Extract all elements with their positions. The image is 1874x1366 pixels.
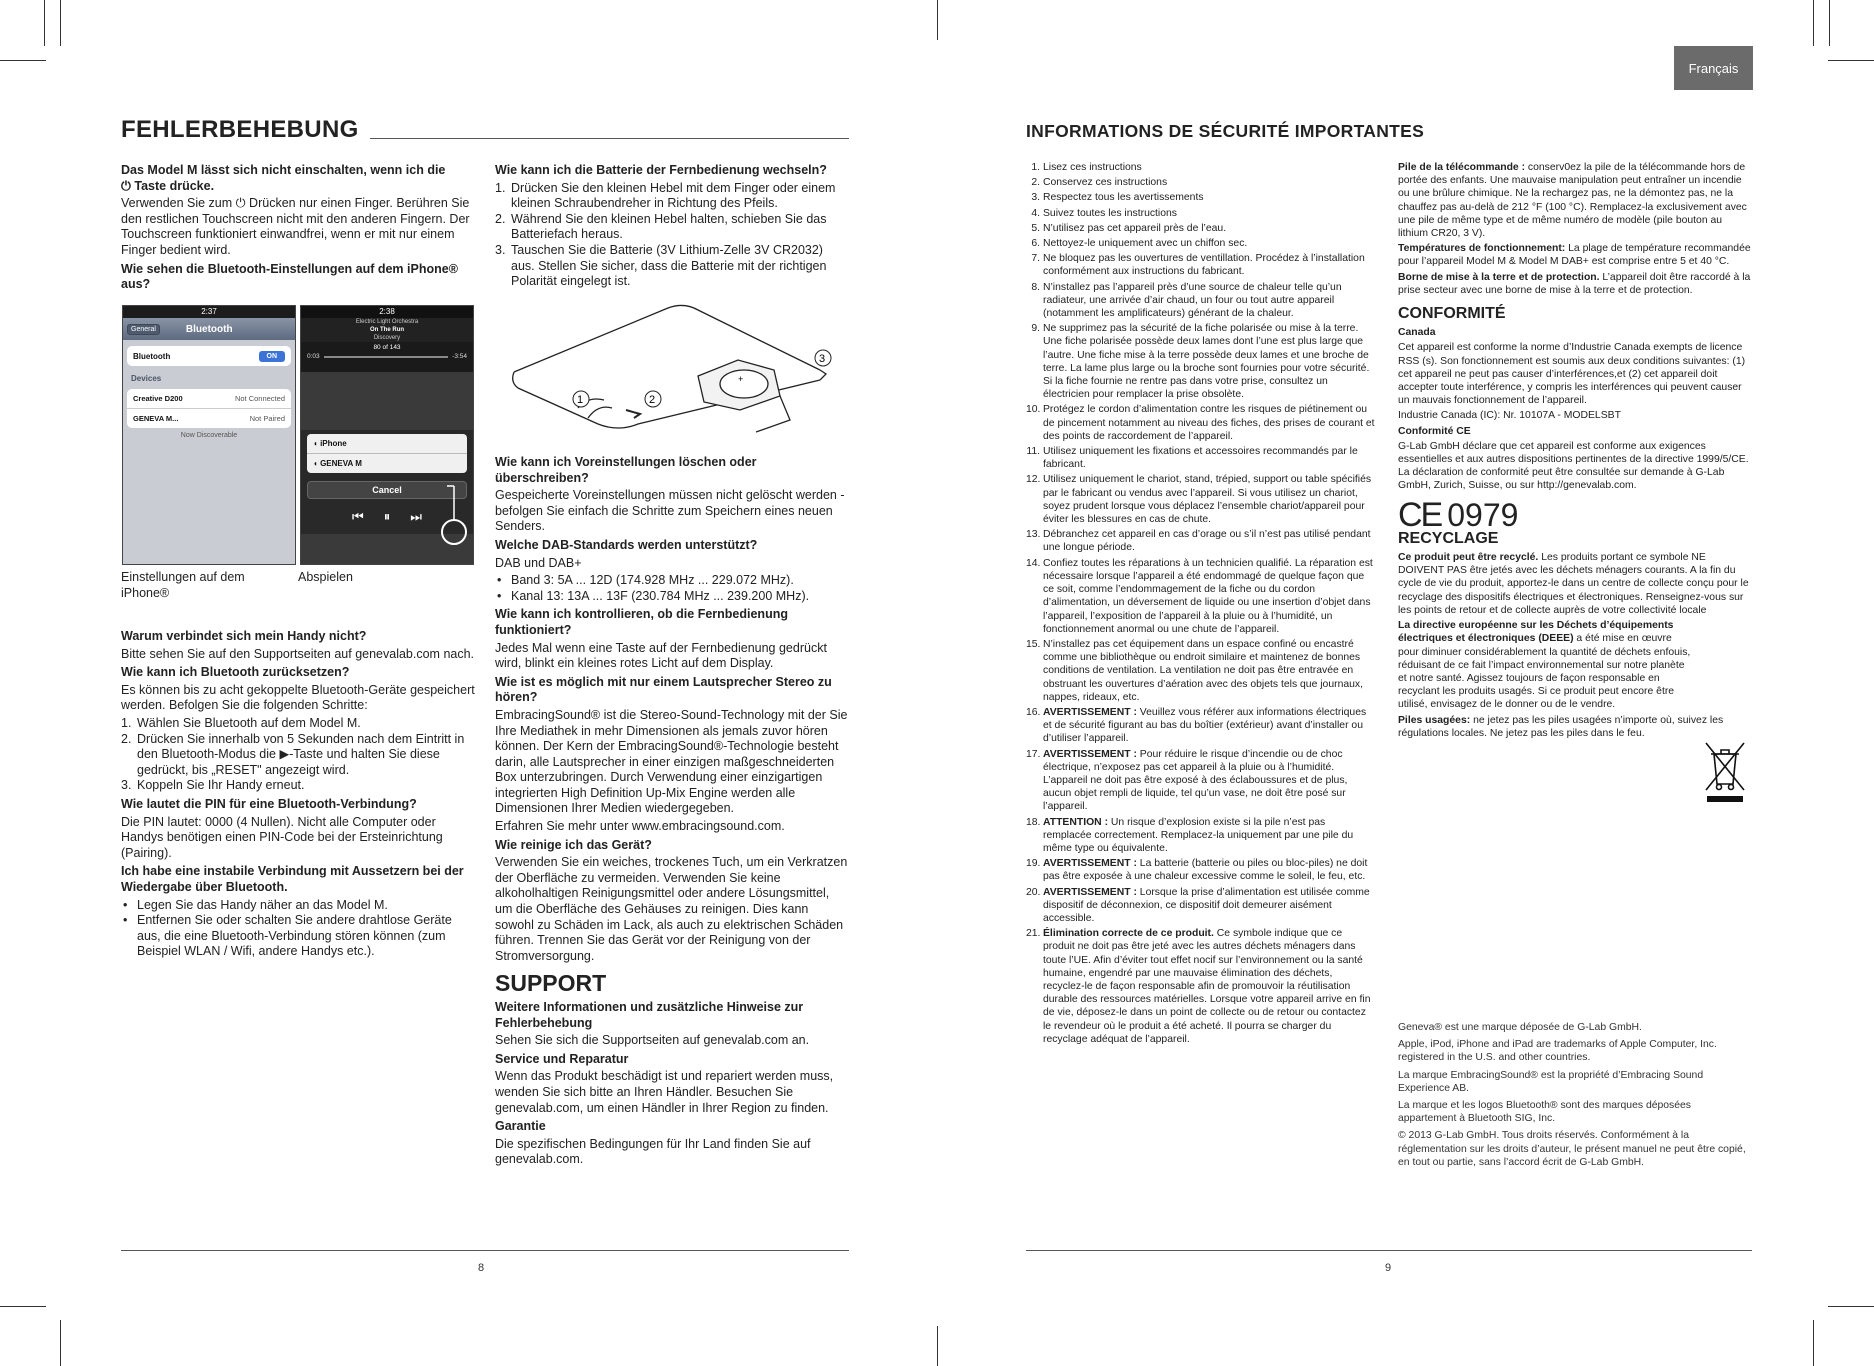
page-9 xyxy=(937,0,1874,1366)
ce-text: G-Lab GmbH déclare que cet appareil est conforme aux exigences essentielles et aux autres dispositions pertinentes de la directive 1999/5/CE. La déclaration de conformité peut être consultée sur demande à G-Lab GmbH, Zurich, Suisse, ou sur http://genevalab.com. xyxy=(1398,440,1749,492)
speaker-icon: ◖ xyxy=(313,439,318,448)
column-left xyxy=(121,160,475,295)
speaker-icon: ◖ xyxy=(313,459,318,468)
canada-text: Cet appareil est conforme la norme d’Industrie Canada exempts de licence RSS (s). Son fonctionnement est soumis aux deux conditions suivantes: (1) cet appareil ne peut pas causer d’interférences,et (2) cet appareil doit accepter toute interférence, y compris les interférences qui peuvent causer un mauvais fonctionnement de l’appareil. xyxy=(1398,342,1746,407)
status-bar: 2:37 xyxy=(123,306,295,318)
safety-list xyxy=(1026,161,1376,1046)
device-list xyxy=(127,389,291,428)
weee-bin-icon xyxy=(1703,740,1747,804)
device-name: GENEVA M... xyxy=(133,414,179,423)
safety-item: 20. AVERTISSEMENT : Lorsque la prise d’alimentation est utilisée comme dispositif de déconnexion, ce dispositif doit demeurer aisément accessible. xyxy=(1026,886,1370,924)
safety-item: 15. N’installez pas cet équipement dans un espace confiné ou encastré comme une bibliothèque ou endroit similaire et maintenez de bonnes conditions de ventilation. La ventilation ne doit pas être entravée en obstruant les ouvertures d’aération avec des objets tels que journaux, nappes, rideaux, etc. xyxy=(1026,638,1363,703)
caption-settings: Einstellungen auf dem iPhone® xyxy=(121,570,245,600)
question-power: Das Model M lässt sich nicht einschalten, wenn ich die ⏻ Taste drücke. xyxy=(121,163,446,193)
legal-line: © 2013 G-Lab GmbH. Tous droits réservés. Conformément à la réglementation sur les droits d’auteur, le présent manuel ne peut être copié, en tout ou partie, sans l’accord écrit de G-Lab GmbH. xyxy=(1398,1130,1746,1168)
support-info-text: Sehen Sie sich die Supportseiten auf genevalab.com an. xyxy=(495,1033,810,1048)
page-number: 9 xyxy=(1385,1262,1392,1274)
discoverable-text: Now Discoverable xyxy=(180,432,238,439)
pause-icon: ⏸ xyxy=(383,509,391,524)
remote-battery-diagram xyxy=(508,300,838,440)
iphone-playback-screenshot xyxy=(300,305,474,565)
legal-line: Apple, iPod, iPhone and iPad are trademarks of Apple Computer, Inc. registered in the U.S. and other countries. xyxy=(1398,1039,1717,1064)
artist-label: Electric Light Orchestra xyxy=(355,319,419,325)
nav-bar xyxy=(123,318,295,340)
safety-item: 19. AVERTISSEMENT : La batterie (batterie ou piles ou bloc-piles) ne doit pas être exposée à une chaleur excessive comme le soleil, le feu, etc. xyxy=(1026,858,1368,883)
power-icon: ⏻ xyxy=(121,178,131,193)
question-reset: Wie kann ich Bluetooth zurücksetzen? xyxy=(121,665,350,680)
device-row xyxy=(127,409,291,428)
earth-paragraph: Borne de mise à la terre et de protection. L’appareil doit être raccordé à la prise secteur avec une borne de mise à la terre et de protection. xyxy=(1398,271,1751,296)
ce-mark-row xyxy=(1398,495,1751,534)
support-info-heading: Weitere Informationen und zusätzliche Hinweise zur Fehlerbehebung xyxy=(495,1000,804,1030)
safety-item: 21. Élimination correcte de ce produit. Ce symbole indique que ce produit ne doit pas être jeté avec les autres déchets ménagers dans toute l’UE. Afin d’éviter tout effet nocif sur l’environnement ou la santé humaine, engendré par une mauvaise élimination des déchets, recyclez-le de façon responsable afin de promouvoir la réutilisation durable des ressources matérielles. Lorsque votre appareil arrive en fin de vie, déposez-le dans un point de collecte ou de retour ou contactez le revendeur où le produit a été acheté. Il pourra se charger du recyclage adéquat de l’appareil. xyxy=(1026,928,1371,1045)
safety-item: 18. ATTENTION : Un risque d’explosion existe si la pile n’est pas remplacée correctement. Remplacez-la uniquement par une pile du même type ou équivalente. xyxy=(1026,816,1354,854)
iphone-settings-screenshot xyxy=(122,305,296,565)
battery-steps xyxy=(495,181,849,290)
ce-logo: CE xyxy=(1398,495,1442,534)
safety-item: 1. Lisez ces instructions xyxy=(1031,162,1142,173)
callout-3: 3 xyxy=(819,353,826,365)
answer-pin: Die PIN lautet: 0000 (4 Nullen). Nicht alle Computer oder Handys benötigen einen PIN-Code bei der Ersteinrichtung (Pairing). xyxy=(121,814,443,860)
caption-playback: Abspielen xyxy=(298,570,353,584)
safety-item: 17. AVERTISSEMENT : Pour réduire le risque d’incendie ou de choc électrique, n’exposez pas cet appareil à la pluie ou à l’humidité. L’appareil ne doit pas être exposé à des éclaboussures et de plus, aucun objet rempli de liquide, tel qu’un vase, ne doit être posé sur l’appareil. xyxy=(1026,748,1348,813)
question-stereo: Wie ist es möglich mit nur einem Lautsprecher Stereo zu hören? xyxy=(495,674,832,705)
nav-title: Bluetooth xyxy=(185,323,233,335)
safety-item: 14. Confiez toutes les réparations à un technicien qualifié. La réparation est nécessaire lorsque l’appareil a été endommagé de quelque façon que ce soit, comme l’endommagement de la fiche ou du cordon d’alimentation, un déversement de liquide ou une insertion d’objet dans l’appareil, l’exposition de l’appareil à la pluie ou à l’humidité, un fonctionnement anormal ou une chute de l’appareil. xyxy=(1026,557,1373,635)
safety-item: 12. Utilisez uniquement le chariot, stand, trépied, support ou table spécifiés par le fabricant ou vendus avec l’appareil. Si vous utilisez un chariot, soyez prudent lorsque vous déplacez l’ensemble chariot/appareil pour éviter les blessures en cas de chute. xyxy=(1026,474,1372,526)
list-item: 1. Drücken Sie den kleinen Hebel mit dem Finger oder einem kleinen Schraubendreher in Richtung des Pfeils. xyxy=(495,180,836,211)
remote-battery-paragraph: Pile de la télécommande : conserv0ez la pile de la télécommande hors de portée des enfants. Une mauvaise manipulation peut entraîner un incendie ou une brûlure chimique. Ne la rechargez pas, ne la démontez pas, ne la chauffez pas au-delà de 212 °F (100 °C). Remplacez-la exclusivement avec une pile de même type et de même numéro de modèle (pile bouton au lithium CR20, 3 V). xyxy=(1398,162,1747,240)
list-item: 2. Drücken Sie innerhalb von 5 Sekunden nach dem Eintritt in den Bluetooth-Modus die ▶-Taste und halten Sie diese gedrückt, bis „RESET" angezeigt wird. xyxy=(121,731,465,777)
ce-heading: Conformité CE xyxy=(1398,425,1471,437)
bluetooth-label: Bluetooth xyxy=(133,351,171,361)
page-title: INFORMATIONS DE SÉCURITÉ IMPORTANTES xyxy=(1026,121,1425,141)
question-presets: Wie kann ich Voreinstellungen löschen oder überschreiben? xyxy=(495,455,757,485)
list-item: 3. Tauschen Sie die Batterie (3V Lithium-Zelle 3V CR2032) aus. Stellen Sie sicher, dass die Batterie mit der richtigen Polarität eingelegt ist. xyxy=(495,242,827,289)
warranty-heading: Garantie xyxy=(495,1119,546,1134)
device-name: Creative D200 xyxy=(133,394,183,403)
cancel-button: Cancel xyxy=(307,481,467,499)
answer-reset: Es können bis zu acht gekoppelte Bluetooth-Geräte gespeichert werden. Befolgen Sie die folgenden Schritte: xyxy=(121,682,475,713)
page-number: 8 xyxy=(478,1262,485,1274)
safety-column xyxy=(1026,161,1376,1048)
question-bt-settings: Wie sehen die Bluetooth-Einstellungen auf dem iPhone® aus? xyxy=(121,261,458,292)
legal-notes xyxy=(1398,1021,1751,1173)
recycling-paragraph: Ce produit peut être recyclé. Les produits portant ce symbole NE DOIVENT PAS être jetés avec les déchets ménagers courants. A la fin du cycle de vie du produit, apportez-le dans un centre de collecte conçu pour le recyclage des dispositifs électriques et électroniques. Renseignez-vous sur les points de retour et de collecte auprès de votre collectivité locale xyxy=(1398,552,1749,616)
plus-icon: + xyxy=(738,374,744,384)
answer-stereo-link: Erfahren Sie mehr unter www.embracingsound.com. xyxy=(495,819,785,834)
deee-paragraph: La directive européenne sur les Déchets d’équipements électriques et électroniques (DEEE) a été mise en œuvre pour diminuer considérablement la quantité de déchets enfouis, réduisant de ce fait l’impact environnemental sur notre planète et notre santé. Agissez toujours de façon responsable en recyclant les produits usagés. Si ce produit peut encore être utilisé, envisagez de le donner ou de le vendre. xyxy=(1398,620,1691,711)
question-dab: Welche DAB-Standards werden unterstützt? xyxy=(495,537,758,552)
reset-steps xyxy=(121,716,475,794)
list-item: • Entfernen Sie oder schalten Sie andere drahtlose Geräte aus, die eine Bluetooth-Verbindung stören können (zum Beispiel WLAN / Wifi, andere Handys etc.). xyxy=(123,913,452,959)
question-pin: Wie lautet die PIN für eine Bluetooth-Verbindung? xyxy=(121,796,417,811)
list-item: 1. Wählen Sie Bluetooth auf dem Model M. xyxy=(121,715,361,730)
safety-item: 6. Nettoyez-le uniquement avec un chiffon sec. xyxy=(1031,238,1248,250)
question-battery: Wie kann ich die Batterie der Fernbedienung wechseln? xyxy=(495,163,827,177)
safety-item: 16. AVERTISSEMENT : Veuillez vous référer aux informations électriques et de sécurité figurant au bas du boîtier (extérieur) avant d’installer ou d’utiliser l’appareil. xyxy=(1026,706,1367,745)
safety-item: 2. Conservez ces instructions xyxy=(1031,177,1168,189)
language-tab: Français xyxy=(1674,46,1753,90)
safety-item: 3. Respectez tous les avertissements xyxy=(1031,192,1204,204)
batteries-paragraph: Piles usagées: ne jetez pas les piles usagées n’importe où, suivez les régulations locales. Ne jetez pas les piles dans le feu. xyxy=(1398,714,1724,739)
answer-cleaning: Verwenden Sie ein weiches, trockenes Tuch, um ein Verkratzen der Oberfläche zu vermeiden. Verwenden Sie keine alkoholhaltigen Reinigungsmittel oder andere Lösungsmittel, um die Oberfläche des Gehäuses zu reinigen. Dies kann sowohl zu Schäden im Lack, als auch zu elektrischen Schäden führen. Trennen Sie das Gerät vor der Reinigung von der Stromversorgung. xyxy=(495,855,848,963)
canada-heading: Canada xyxy=(1398,327,1436,339)
question-remote: Wie kann ich kontrollieren, ob die Fernbedienung funktioniert? xyxy=(495,607,788,637)
footer-rule xyxy=(121,1250,849,1251)
title-rule xyxy=(370,138,849,139)
unstable-bullets xyxy=(121,898,475,960)
safety-item: 9. Ne supprimez pas la sécurité de la fiche polarisée ou mise à la terre. Une fiche polarisée possède deux lames dont l’une est plus large que l’autre. Une fiche mise à la terre possède deux lames et une broche de terre. La lame plus large ou la broche sont fournies pour votre sécurité. Si la fiche fournie ne rentre pas dans votre prise, consultez un électricien pour remplacer la prise obsolète. xyxy=(1031,323,1370,401)
column-right-lower xyxy=(495,452,849,1170)
devices-header: Devices xyxy=(131,374,162,383)
airplay-item-label: GENEVA M xyxy=(320,459,362,468)
answer-stereo: EmbracingSound® ist die Stereo-Sound-Technology mit der Sie Ihre Mediathek in mehr Dimensionen als jemals zuvor hören können. Der Kern der EmbracingSound®-Technologie besteht darin, alle Lautsprecher in einer einzigen maßgeschneiderten Box unterzubringen. Durch Verwendung einer einzigartigen integrierten High Definition Up-Mix Engine werden alle Dimensionen Ihrer Medien wiedergegeben. xyxy=(495,707,848,816)
conformity-title: CONFORMITÉ xyxy=(1398,305,1506,323)
next-icon: ⏭ xyxy=(410,509,422,524)
album-label: Discovery xyxy=(373,335,401,341)
temperature-paragraph: Températures de fonctionnement: La plage de température recommandée pour l’appareil Model M & Model M DAB+ est comprise entre 5 et 40 °C. xyxy=(1398,243,1751,268)
bluetooth-row xyxy=(127,346,291,366)
list-item: 3. Koppeln Sie Ihr Handy erneut. xyxy=(121,778,305,793)
support-title: SUPPORT xyxy=(495,970,607,997)
service-text: Wenn das Produkt beschädigt ist und repariert werden muss, wenden Sie sich bitte an Ihren Händler. Besuchen Sie genevalab.com, um einen Händler in Ihrer Region zu finden. xyxy=(495,1069,834,1115)
safety-item: 13. Débranchez cet appareil en cas d’orage ou s’il n’est pas utilisé pendant une longue période. xyxy=(1026,529,1371,554)
airplay-callout xyxy=(301,306,474,565)
question-cleaning: Wie reinige ich das Gerät? xyxy=(495,837,652,852)
safety-item: 5. N’utilisez pas cet appareil près de l’eau. xyxy=(1031,222,1227,234)
legal-line: La marque et les logos Bluetooth® sont des marques déposées appartement à Bluetooth SIG, Inc. xyxy=(1398,1100,1692,1125)
callout-1: 1 xyxy=(577,394,584,406)
status-bar: 2:38 xyxy=(301,306,473,318)
airplay-item-label: iPhone xyxy=(320,439,347,448)
warranty-text: Die spezifischen Bedingungen für Ihr Land finden Sie auf genevalab.com. xyxy=(495,1136,811,1167)
list-item: 2. Während Sie den kleinen Hebel halten, schieben Sie das Batteriefach heraus. xyxy=(495,211,827,242)
question-unstable: Ich habe eine instabile Verbindung mit Aussetzern bei der Wiedergabe über Bluetooth. xyxy=(121,864,464,894)
answer-remote: Jedes Mal wenn eine Taste auf der Fernbedienung gedrückt wird, blinkt ein kleines rotes Licht auf dem Display. xyxy=(495,640,827,671)
answer-dab: DAB und DAB+ xyxy=(495,555,582,570)
previous-icon: ⏮ xyxy=(352,509,364,524)
page-title: FEHLERBEHEBUNG xyxy=(121,116,359,143)
service-heading: Service und Reparatur xyxy=(495,1051,629,1066)
column-right xyxy=(495,160,849,290)
list-item: • Legen Sie das Handy näher an das Model M. xyxy=(123,897,388,912)
legal-line: La marque EmbracingSound® est la propriété d’Embracing Sound Experience AB. xyxy=(1398,1069,1704,1094)
legal-line: Geneva® est une marque déposée de G-Lab GmbH. xyxy=(1398,1022,1642,1033)
right-column xyxy=(1398,161,1751,742)
remaining-time: -3:54 xyxy=(452,353,467,360)
safety-item: 10. Protégez le cordon d’alimentation contre les risques de piétinement ou de pincement notamment au niveau des fiches, des prises de courant et des points de raccordement de l’appareil. xyxy=(1026,404,1375,442)
safety-item: 8. N’installez pas l’appareil près d’une source de chaleur telle qu’un radiateur, une arrivée d’air chaud, un four ou tout autre appareil (notamment les amplificateurs) générant de la chaleur. xyxy=(1031,281,1342,320)
footer-rule xyxy=(1026,1250,1752,1251)
answer-presets: Gespeicherte Voreinstellungen müssen nicht gelöscht werden - befolgen Sie einfach die Schritte zum Speichern eines neuen Senders. xyxy=(495,488,845,534)
song-label: On The Run xyxy=(370,327,404,333)
device-state: Not Connected xyxy=(234,394,285,403)
ic-number: Industrie Canada (IC): Nr. 10107A - MODELSBT xyxy=(1398,410,1621,422)
question-connect: Warum verbindet sich mein Handy nicht? xyxy=(121,629,367,643)
callout-2: 2 xyxy=(649,394,656,406)
track-count: 80 of 143 xyxy=(373,344,401,351)
back-button: General xyxy=(127,324,160,335)
ce-number: 0979 xyxy=(1447,496,1519,533)
column-left-lower xyxy=(121,626,475,960)
list-item: • Band 3: 5A ... 12D (174.928 MHz ... 229.072 MHz). xyxy=(497,573,794,588)
power-icon: ⏻ xyxy=(235,196,246,211)
safety-item: 4. Suivez toutes les instructions xyxy=(1031,207,1177,219)
recycling-title: RECYCLAGE xyxy=(1398,529,1499,547)
safety-item: 11. Utilisez uniquement les fixations et accessoires recommandés par le fabricant. xyxy=(1026,446,1358,471)
elapsed-time: 0:03 xyxy=(307,353,320,360)
list-item: • Kanal 13: 13A ... 13F (230.784 MHz ... 239.200 MHz). xyxy=(497,588,810,603)
device-state: Not Paired xyxy=(249,414,285,423)
bluetooth-toggle: ON xyxy=(259,351,286,362)
answer-connect: Bitte sehen Sie auf den Supportseiten auf genevalab.com nach. xyxy=(121,646,475,661)
device-row xyxy=(127,389,291,409)
safety-item: 7. Ne bloquez pas les ouvertures de ventillation. Procédez à l’installation conformément aux instructions du fabricant. xyxy=(1031,253,1365,278)
answer-power: Verwenden Sie zum ⏻ Drücken nur einen Finger. Berühren Sie den restlichen Touchscreen nicht mit den anderen Fingern. Der Touchscreen funktioniert einwandfrei, wenn er mit nur einem Finger bedient wird. xyxy=(121,196,470,257)
dab-bullets xyxy=(495,573,849,604)
